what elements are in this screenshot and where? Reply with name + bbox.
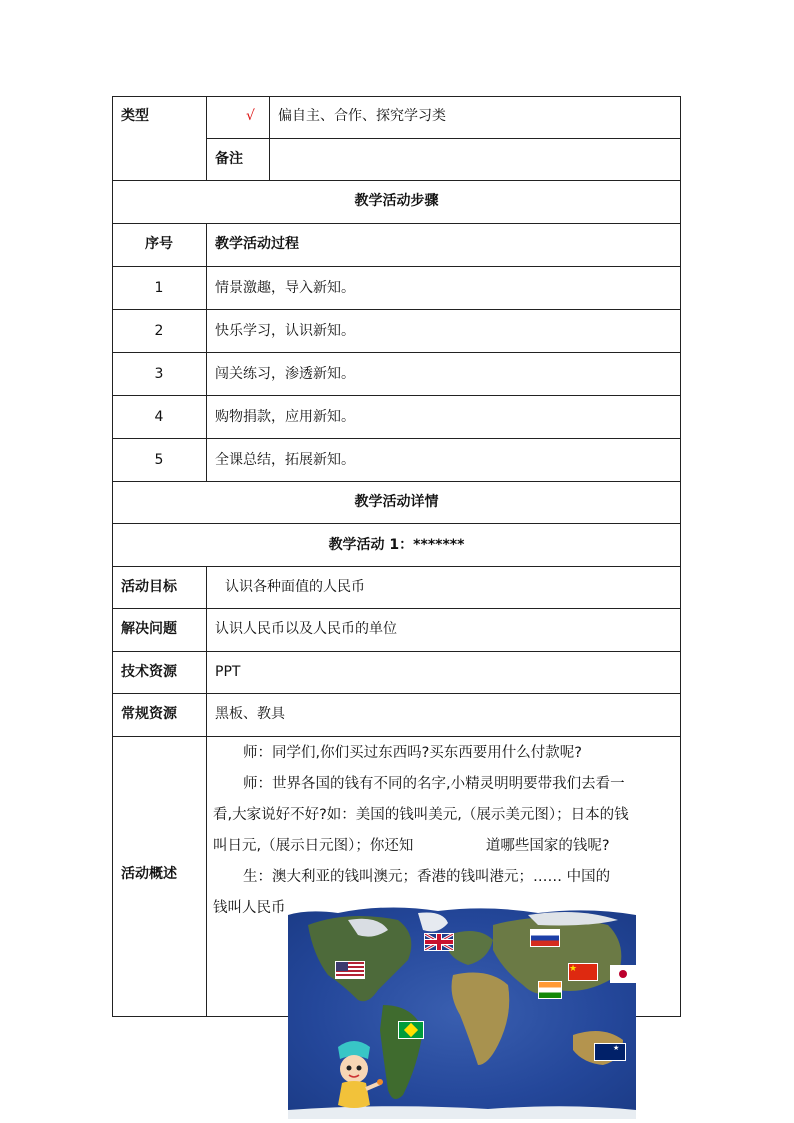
type-label: 类型: [121, 108, 149, 124]
activity-title: 教学活动 1：*******: [328, 537, 465, 553]
step-no: 1: [154, 280, 164, 296]
details-heading: 教学活动详情: [354, 494, 439, 510]
usa-flag-icon: [335, 961, 365, 979]
regular-label: 常规资源: [121, 706, 177, 722]
step-text: 快乐学习，认识新知。: [215, 323, 355, 339]
regular-value: 黑板、教具: [215, 706, 285, 722]
overview-line: 师：同学们,你们买过东西吗?买东西要用什么付款呢?: [243, 745, 582, 761]
check-icon: √: [246, 108, 255, 124]
brazil-flag-icon: [398, 1021, 424, 1039]
step-no: 4: [154, 409, 164, 425]
remark-label: 备注: [215, 151, 243, 167]
india-flag-icon: [538, 981, 562, 999]
world-map-image: [288, 905, 636, 1119]
tech-label: 技术资源: [121, 664, 177, 680]
type-value: 偏自主、合作、探究学习类: [278, 108, 446, 124]
step-text: 全课总结，拓展新知。: [215, 452, 355, 468]
japan-flag-icon: [610, 965, 636, 983]
step-no: 5: [154, 452, 164, 468]
step-text: 情景激趣，导入新知。: [215, 280, 355, 296]
goal-value: 认识各种面值的人民币: [225, 579, 365, 595]
step-text: 购物捐款，应用新知。: [215, 409, 355, 425]
col-process-header: 教学活动过程: [215, 236, 299, 252]
steps-heading: 教学活动步骤: [354, 193, 439, 209]
step-text: 闯关练习，渗透新知。: [215, 366, 355, 382]
cartoon-character-icon: [324, 1039, 384, 1115]
overview-line: 钱叫人民币: [213, 900, 286, 916]
tech-value: PPT: [215, 664, 241, 680]
problem-value: 认识人民币以及人民币的单位: [215, 621, 397, 637]
china-flag-icon: ★: [568, 963, 598, 981]
col-no-header: 序号: [145, 236, 173, 252]
overview-line: 叫日元,（展示日元图）；你还知 道哪些国家的钱呢?: [213, 838, 610, 854]
step-no: 2: [154, 323, 164, 339]
overview-line: 看,大家说好不好?如：美国的钱叫美元,（展示美元图）；日本的钱: [213, 807, 629, 823]
overview-line: 师：世界各国的钱有不同的名字,小精灵明明要带我们去看一: [243, 776, 625, 792]
goal-label: 活动目标: [121, 579, 177, 595]
russia-flag-icon: [530, 929, 560, 947]
step-no: 3: [154, 366, 164, 382]
problem-label: 解决问题: [121, 621, 177, 637]
australia-flag-icon: ★: [594, 1043, 626, 1061]
overview-line: 生：澳大利亚的钱叫澳元；香港的钱叫港元；…… 中国的: [243, 869, 611, 885]
uk-flag-icon: [424, 933, 454, 951]
overview-label: 活动概述: [121, 866, 177, 882]
